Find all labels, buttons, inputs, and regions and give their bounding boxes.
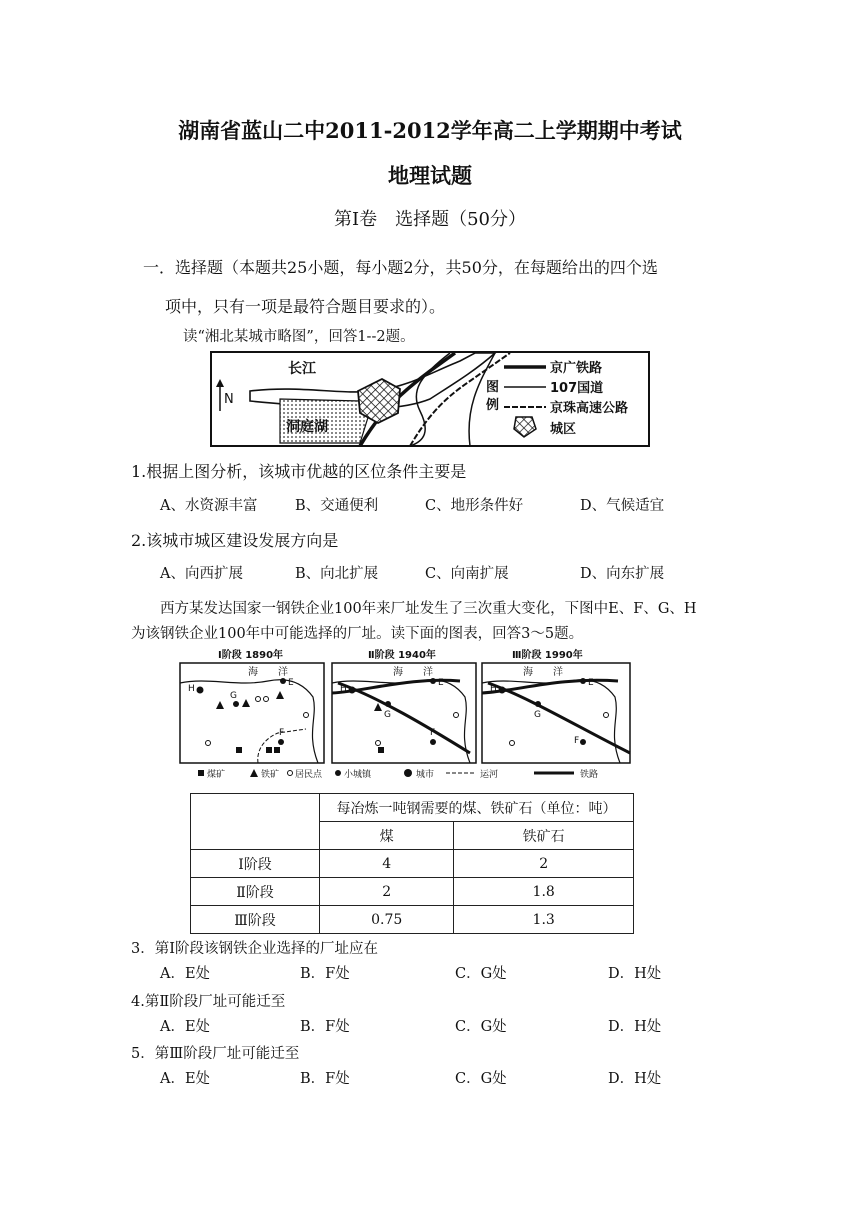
- legend-highway-label: 京珠高速公路: [550, 401, 629, 416]
- svg-text:F: F: [279, 728, 285, 738]
- table-corner: [191, 794, 320, 850]
- question-4-option-c: C．G处: [455, 1019, 507, 1035]
- passage-line1: 西方某发达国家一钢铁企业100年来厂址发生了三次重大变化，下图中E、F、G、H: [160, 601, 697, 617]
- legend-city-label: 城区: [550, 422, 577, 437]
- question-2-option-c: C、向南扩展: [425, 566, 509, 582]
- figure1-intro: 读“湘北某城市略图”，回答1--2题。: [183, 329, 415, 345]
- table-row: Ⅰ阶段 4 2: [191, 850, 634, 878]
- svg-text:城市: 城市: [416, 770, 435, 780]
- svg-text:G: G: [230, 691, 237, 701]
- question-5-option-b: B．F处: [300, 1071, 350, 1087]
- instructions-line2: 项中，只有一项是最符合题目要求的）。: [165, 297, 446, 316]
- panel-stage-2: [332, 648, 476, 763]
- question-3-option-c: C．G处: [455, 966, 507, 982]
- question-1-option-b: B、交通便利: [295, 498, 379, 514]
- question-2-option-a: A、向西扩展: [160, 566, 243, 582]
- svg-text:例: 例: [486, 398, 500, 413]
- page-subtitle: 地理试题: [388, 163, 472, 188]
- svg-text:E: E: [588, 678, 594, 688]
- page-title: 湖南省蓝山二中2011-2012学年高二上学期期中考试: [178, 118, 682, 143]
- question-2-option-b: B、向北扩展: [295, 566, 379, 582]
- svg-text:F: F: [574, 736, 580, 746]
- section-title: 第Ⅰ卷 选择题（50分）: [333, 209, 526, 230]
- svg-text:H: H: [490, 684, 497, 694]
- svg-text:运河: 运河: [480, 770, 499, 780]
- question-4-option-b: B．F处: [300, 1019, 350, 1035]
- svg-text:E: E: [438, 678, 444, 688]
- svg-text:E: E: [288, 678, 294, 688]
- question-1-option-d: D、气候适宜: [580, 498, 665, 514]
- city-map: [210, 351, 650, 447]
- svg-text:海 洋: 海 洋: [248, 667, 288, 678]
- svg-text:铁矿: 铁矿: [261, 770, 280, 780]
- svg-text:H: H: [340, 684, 347, 694]
- svg-text:H: H: [188, 684, 195, 694]
- question-3-option-b: B．F处: [300, 966, 350, 982]
- svg-text:居民点: 居民点: [295, 770, 323, 780]
- question-1-option-a: A、水资源丰富: [160, 498, 258, 514]
- question-1-stem: 1.根据上图分析，该城市优越的区位条件主要是: [131, 462, 467, 481]
- question-1-option-c: C、地形条件好: [425, 498, 524, 514]
- question-5-option-c: C．G处: [455, 1071, 507, 1087]
- legend-road-label: 107国道: [550, 381, 604, 396]
- passage-line2: 为该钢铁企业100年中可能选择的厂址。读下面的图表，回答3～5题。: [131, 626, 584, 642]
- svg-text:G: G: [534, 710, 541, 720]
- svg-text:小城镇: 小城镇: [344, 770, 372, 780]
- panel-stage-3: [482, 648, 630, 763]
- legend-rail-label: 京广铁路: [550, 361, 603, 376]
- north-label: N: [224, 392, 234, 407]
- question-3-option-d: D．H处: [608, 966, 662, 982]
- svg-text:F: F: [430, 728, 436, 738]
- svg-text:海 洋: 海 洋: [523, 667, 563, 678]
- table-row: Ⅱ阶段 2 1.8: [191, 878, 634, 906]
- question-4-stem: 4.第Ⅱ阶段厂址可能迁至: [131, 994, 286, 1010]
- question-4-option-d: D．H处: [608, 1019, 662, 1035]
- svg-text:图: 图: [486, 380, 500, 395]
- question-5-option-a: A．E处: [160, 1071, 211, 1087]
- question-5-stem: 5．第Ⅲ阶段厂址可能迁至: [131, 1046, 300, 1062]
- table-row: Ⅲ阶段 0.75 1.3: [191, 906, 634, 934]
- table-col-coal: 煤: [320, 822, 454, 850]
- svg-text:铁路: 铁路: [580, 770, 599, 780]
- question-3-option-a: A．E处: [160, 966, 211, 982]
- svg-text:Ⅱ阶段 1940年: Ⅱ阶段 1940年: [368, 650, 436, 661]
- svg-text:Ⅰ阶段 1890年: Ⅰ阶段 1890年: [218, 650, 284, 661]
- site-map-legend: [198, 768, 598, 780]
- steel-input-table: [190, 793, 634, 934]
- table-col-ore: 铁矿石: [454, 822, 634, 850]
- question-2-option-d: D、向东扩展: [580, 566, 665, 582]
- question-3-stem: 3．第Ⅰ阶段该钢铁企业选择的厂址应在: [131, 941, 378, 957]
- question-4-option-a: A．E处: [160, 1019, 211, 1035]
- lake-label: 洞庭湖: [286, 419, 328, 435]
- river-label: 长江: [288, 361, 316, 377]
- instructions-line1: 一．选择题（本题共25小题，每小题2分，共50分，在每题给出的四个选: [143, 258, 658, 277]
- table-header: 每冶炼一吨钢需要的煤、铁矿石（单位：吨）: [320, 794, 634, 822]
- svg-text:海 洋: 海 洋: [393, 667, 433, 678]
- panel-stage-1: [180, 648, 324, 763]
- question-2-stem: 2.该城市城区建设发展方向是: [131, 531, 339, 550]
- question-5-option-d: D．H处: [608, 1071, 662, 1087]
- svg-text:G: G: [384, 710, 391, 720]
- steel-site-maps: [178, 647, 638, 783]
- svg-text:Ⅲ阶段 1990年: Ⅲ阶段 1990年: [512, 650, 583, 661]
- svg-text:煤矿: 煤矿: [207, 770, 226, 780]
